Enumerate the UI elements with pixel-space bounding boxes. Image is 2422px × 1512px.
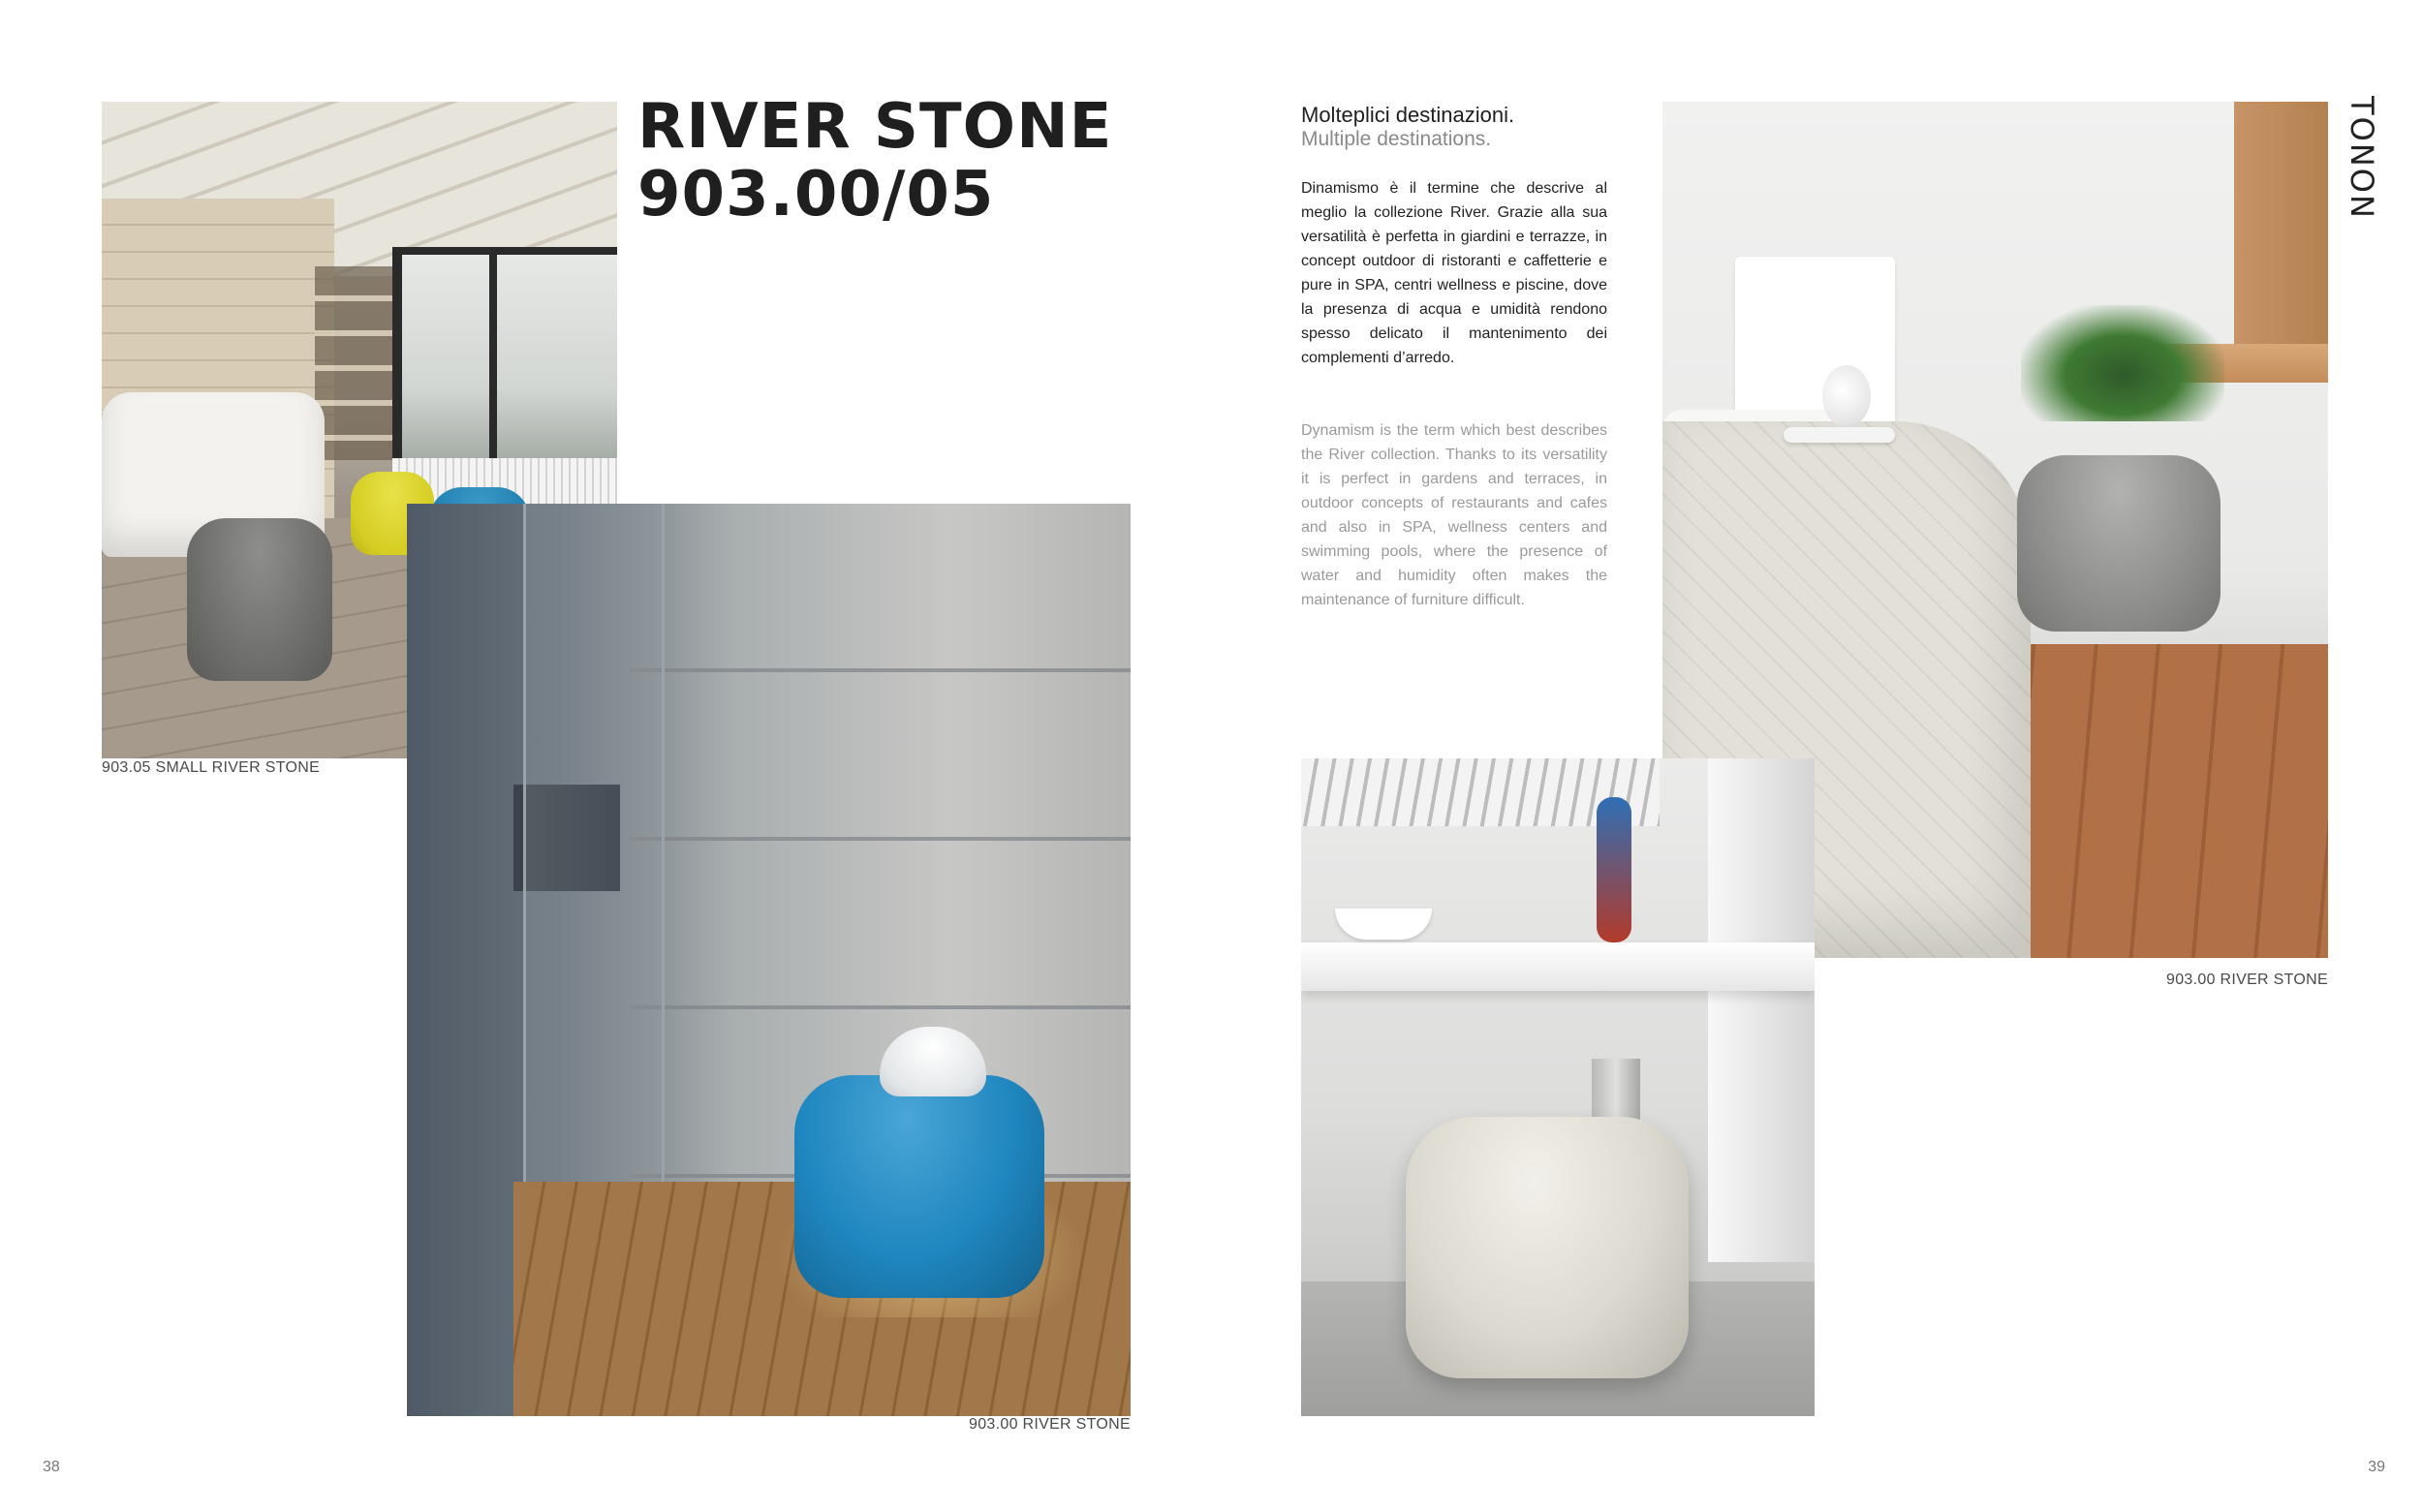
glass-sculpture xyxy=(1597,797,1631,942)
grey-river-stone xyxy=(2017,455,2220,632)
headboard xyxy=(1735,257,1895,431)
plant xyxy=(2021,305,2224,421)
caption-shower: 903.00 RIVER STONE xyxy=(969,1416,1131,1433)
bedside-table xyxy=(1784,427,1895,443)
white-river-stone xyxy=(1406,1117,1689,1378)
title-line-2: 903.00/05 xyxy=(637,159,995,231)
caption-living-room: 903.05 SMALL RIVER STONE xyxy=(102,759,321,776)
lamp xyxy=(1822,365,1871,427)
caption-bedroom: 903.00 RIVER STONE xyxy=(2166,972,2328,988)
heading-english: Multiple destinations. xyxy=(1301,128,1492,150)
window-frame xyxy=(489,247,497,470)
page-title xyxy=(637,93,1180,229)
window xyxy=(392,247,617,478)
wood-panel xyxy=(2234,102,2328,383)
bookshelf xyxy=(315,266,392,460)
sink-bowl xyxy=(1335,909,1432,940)
grey-river-stone xyxy=(187,518,332,681)
blue-river-stone xyxy=(794,1075,1044,1298)
window xyxy=(1708,758,1815,1262)
counter xyxy=(1301,942,1815,991)
page-number-right: 39 xyxy=(2368,1459,2385,1475)
page-number-left: 38 xyxy=(43,1459,60,1475)
title-line-1: RIVER STONE xyxy=(637,91,1113,163)
photo-shower xyxy=(407,504,1131,1416)
heading-italian: Molteplici destinazioni. xyxy=(1301,103,1515,127)
brand-logo xyxy=(2343,96,2381,220)
brand-text: TONON xyxy=(2344,96,2380,220)
body-english: Dynamism is the term which best describes the River collection. Thanks to its versatility it is perfect in gardens and terraces, in outdoor concepts of restaurants and cafes and also in SPA, wellness centers and swimming pools, where the presence of water and humidity often makes the maintenance of furniture difficult. xyxy=(1301,422,1607,608)
photo-bathroom xyxy=(1301,758,1815,1416)
body-italian: Dinamismo è il termine che descrive al meglio la collezione River. Grazie alla sua versatilità è perfetta in giardini e terrazze, in concept outdoor di ristoranti e caffetterie e pure in SPA, centri wellness e piscine, dove la presenza di acqua e umidità rendono spesso delicato il mantenimento dei complementi d’arredo. xyxy=(1301,180,1607,366)
